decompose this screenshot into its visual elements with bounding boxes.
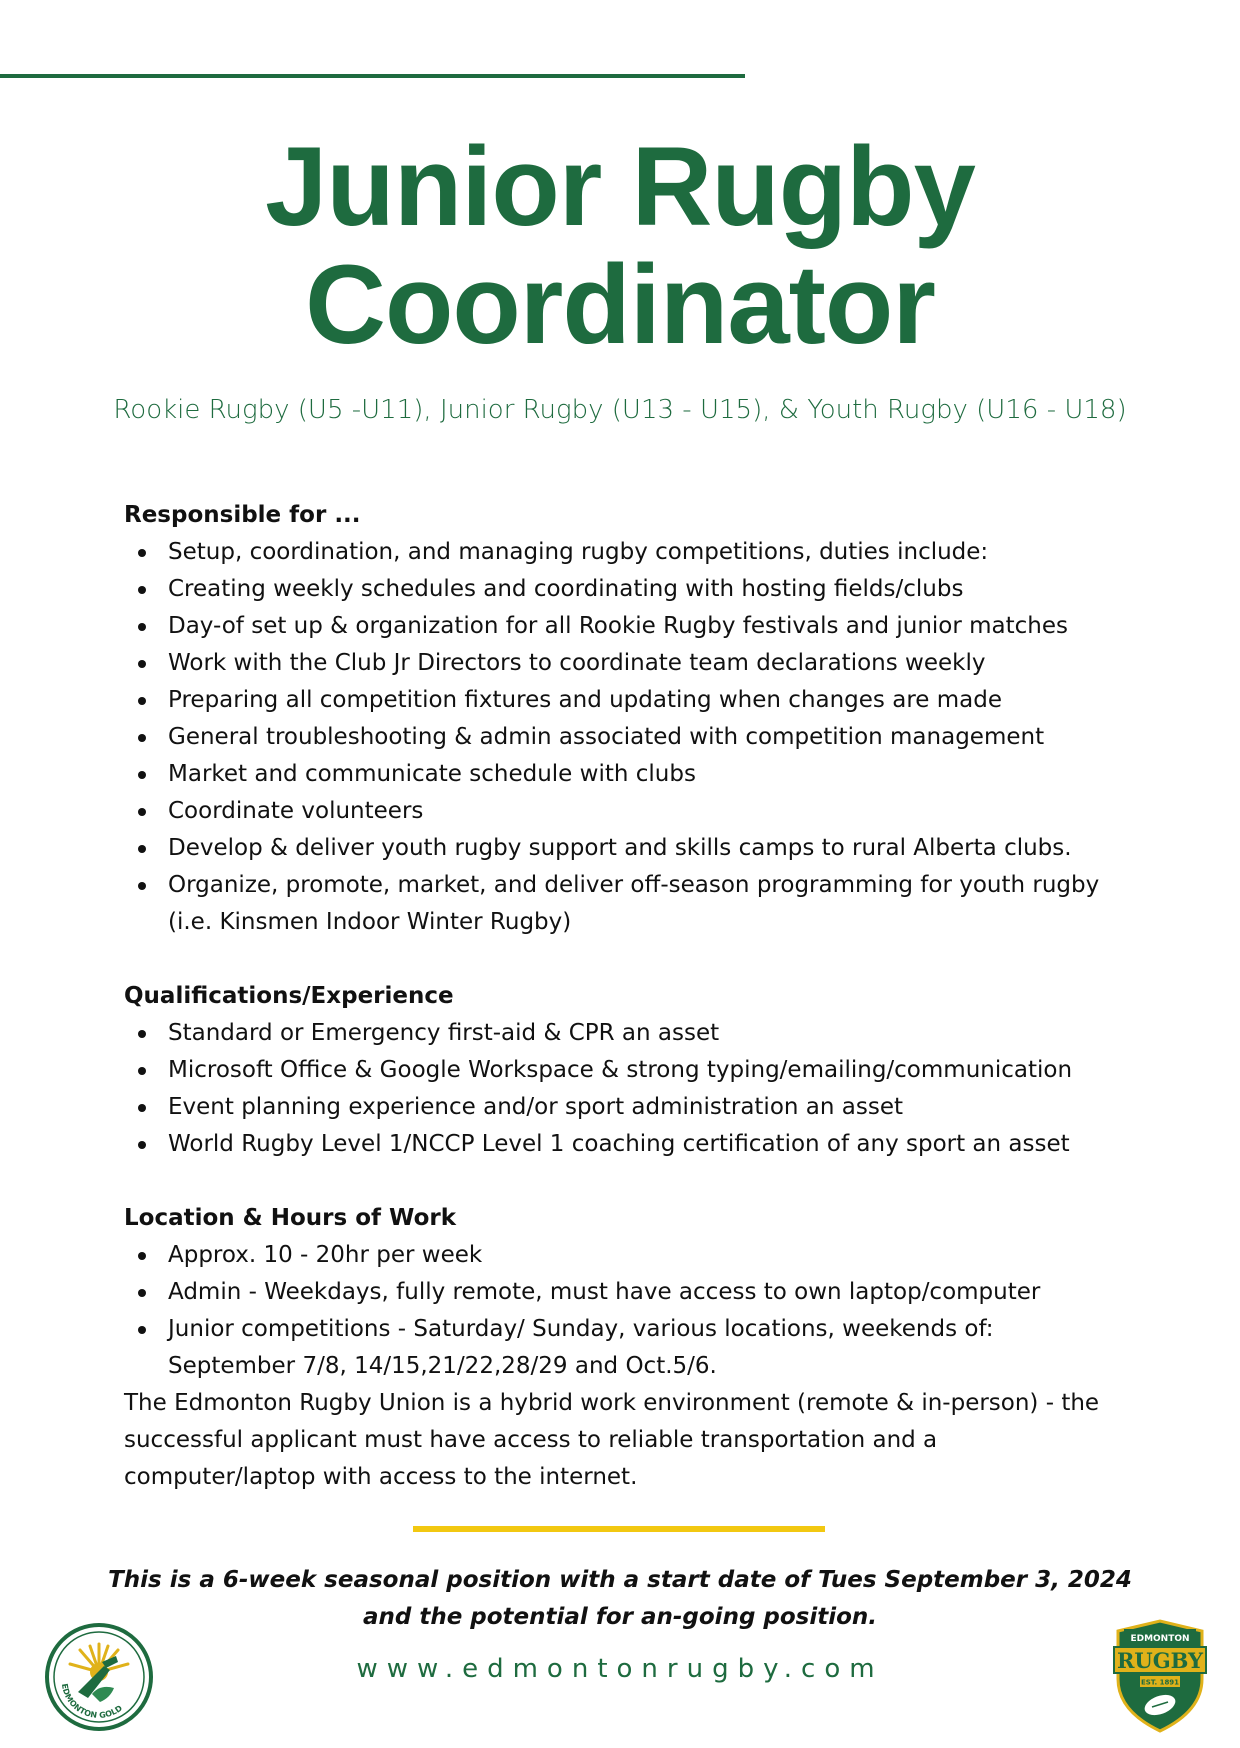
list-item: Day-of set up & organization for all Rookie Rugby festivals and junior matches — [124, 608, 1124, 645]
edmonton-gold-logo-text: EDMONTON GOLD — [59, 1682, 124, 1720]
work-environment-paragraph: The Edmonton Rugby Union is a hybrid work environment (remote & in-person) - the successful applicant must have access to reliable transportation and a computer/laptop with access to the internet. — [124, 1390, 1100, 1490]
list-item: Junior competitions - Saturday/ Sunday, various locations, weekends of: September 7/8, 14/15,21/22,28/29 and Oct.5/6. — [124, 1311, 1124, 1385]
crest-est-text: EST. 1891 — [1140, 1678, 1180, 1687]
position-note — [0, 1562, 1240, 1636]
page-title — [0, 124, 1240, 367]
edmonton-rugby-crest-icon — [1110, 1617, 1210, 1735]
job-description — [124, 497, 1124, 1496]
qualifications-list — [124, 1015, 1124, 1163]
title-line-1: Junior Rugby — [265, 124, 975, 249]
list-item: Approx. 10 - 20hr per week — [124, 1237, 1124, 1274]
list-item: Develop & deliver youth rugby support and skills camps to rural Alberta clubs. — [124, 830, 1124, 867]
list-item: Market and communicate schedule with clubs — [124, 756, 1124, 793]
responsibilities-list — [124, 534, 1124, 941]
list-item: Coordinate volunteers — [124, 793, 1124, 830]
list-item: Preparing all competition fixtures and updating when changes are made — [124, 682, 1124, 719]
qualifications-section — [124, 978, 1124, 1163]
list-item: Creating weekly schedules and coordinating with hosting fields/clubs — [124, 571, 1124, 608]
footer-divider — [413, 1526, 825, 1532]
title-line-2: Coordinator — [305, 242, 935, 367]
list-item: Microsoft Office & Google Workspace & strong typing/emailing/communication — [124, 1052, 1124, 1089]
list-item: Organize, promote, market, and deliver off-season programming for youth rugby (i.e. Kinsmen Indoor Winter Rugby) — [124, 867, 1124, 941]
program-subtitle: Rookie Rugby (U5 -U11), Junior Rugby (U13 - U15), & Youth Rugby (U16 - U18) — [113, 395, 1127, 425]
location-list — [124, 1237, 1124, 1385]
responsibilities-section — [124, 497, 1124, 941]
crest-main-text: RUGBY — [1116, 1648, 1204, 1673]
list-item: General troubleshooting & admin associated with competition management — [124, 719, 1124, 756]
edmonton-gold-logo-icon — [44, 1622, 154, 1732]
list-item: Setup, coordination, and managing rugby competitions, duties include: — [124, 534, 1124, 571]
section-heading-qualifications: Qualifications/Experience — [124, 983, 454, 1009]
position-note-line-2: and the potential for an-going position. — [362, 1604, 878, 1630]
list-item: Standard or Emergency first-aid & CPR an asset — [124, 1015, 1124, 1052]
section-heading-responsible: Responsible for ... — [124, 502, 361, 528]
position-note-line-1: This is a 6-week seasonal position with a start date of Tues September 3, 2024 — [108, 1567, 1132, 1593]
list-item: Event planning experience and/or sport administration an asset — [124, 1089, 1124, 1126]
list-item: Admin - Weekdays, fully remote, must have access to own laptop/computer — [124, 1274, 1124, 1311]
location-section — [124, 1200, 1124, 1496]
list-item: World Rugby Level 1/NCCP Level 1 coaching certification of any sport an asset — [124, 1126, 1124, 1163]
section-heading-location: Location & Hours of Work — [124, 1205, 457, 1231]
crest-top-text: EDMONTON — [1130, 1634, 1190, 1644]
website-link[interactable]: www.edmontonrugby.com — [356, 1654, 884, 1684]
list-item: Work with the Club Jr Directors to coordinate team declarations weekly — [124, 645, 1124, 682]
top-divider — [0, 74, 745, 78]
